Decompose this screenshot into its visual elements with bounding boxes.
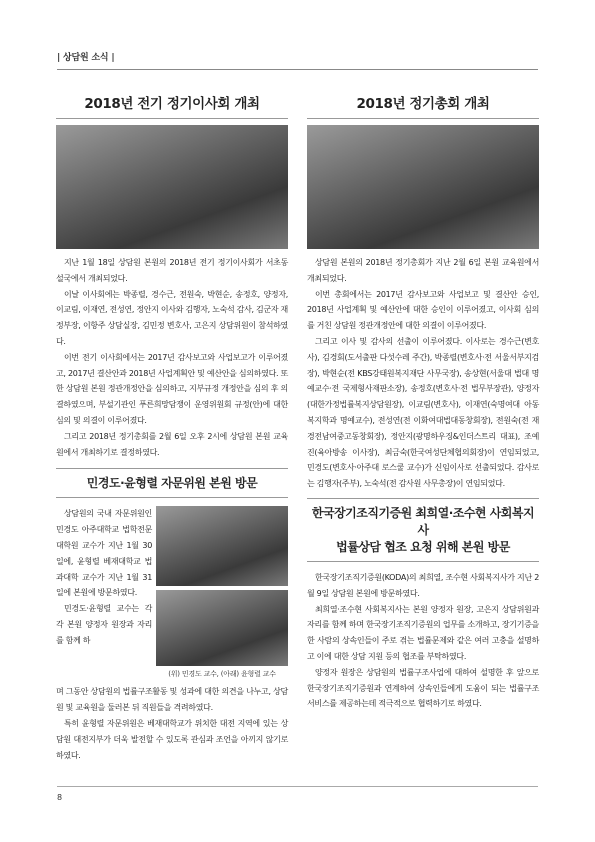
right-column <box>307 92 539 712</box>
article-title-wrap <box>56 92 288 119</box>
paragraph: 최희열·조수현 사회복지사는 본원 양정자 원장, 고은지 상담위원과 자리를 함께 하며 한국장기조직기증원의 업무를 소개하고, 장기기증을 한 사람의 상속인들이 주로 겪는 법률문제와 같은 여러 고충을 설명하고 이에 대한 상담 지원 등의 협조를 부탁하였다. <box>307 604 539 661</box>
paragraph: 상담원의 국내 자문위원인 민경도 아주대학교 법학전문대학원 교수가 지난 1월 30일에, 윤형렬 베재대학교 법과대학 교수가 지난 1월 31일에 본원에 방문하였다. <box>56 509 152 598</box>
koda-visit-title-line1: 한국장기조직기증원 최희열·조수현 사회복지사 <box>311 505 535 537</box>
paragraph: 특히 윤형렬 자문위원은 베재대학교가 위치한 대전 지역에 있는 상담원 대전지부가 더욱 발전할 수 있도록 관심과 조언을 아끼지 않기로 하였다. <box>56 718 288 760</box>
board-meeting-body <box>56 255 288 460</box>
advisor-visit-narrow-text <box>56 506 152 648</box>
paragraph: 그리고 2018년 정기총회를 2월 6일 오후 2시에 상담원 본원 교육원에서 개최하기로 결정하였다. <box>56 431 288 457</box>
general-meeting-body <box>307 255 539 492</box>
paragraph: 양정자 원장은 상담원의 법률구조사업에 대하여 설명한 후 앞으로 한국장기조직기증원과 연계하여 상속인들에게 도움이 되는 법률구조서비스를 제공하는데 적극적으로 협력하기로 하였다. <box>307 667 539 709</box>
photo-caption: (위) 민경도 교수, (아래) 윤형렬 교수 <box>168 670 276 679</box>
paragraph: 상담원 본원의 2018년 정기총회가 지난 2월 6일 본원 교육원에서 개최되었다. <box>307 258 539 283</box>
article-title-wrap <box>307 92 539 119</box>
paragraph: 이번 전기 이사회에서는 2017년 감사보고와 사업보고가 이루어졌고, 2017년 결산안과 2018년 사업계획안 및 예산안을 심의하였다. 또한 상담원 본원 정관개정안을 심의하고, 지부규정 개정안을 심의 후 의결하였으며, 부설기관인 푸른희망담쟁이 운영위원회 규정(안)에 대한 심의 및 의결이 이루어졌다. <box>56 352 288 425</box>
koda-visit-title-line2: 법률상담 협조 요청 위해 본원 방문 <box>336 539 510 554</box>
board-meeting-title: 2018년 전기 정기이사회 개최 <box>84 96 260 112</box>
paragraph: 이번 총회에서는 2017년 감사보고와 사업보고 및 결산안 승인, 2018년 사업계획 및 예산안에 대한 승인이 이루어졌고, 이사회 심의를 거친 상담원 정관개정안에 대한 의결이 이루어졌다. <box>307 289 539 331</box>
koda-visit-body <box>307 570 539 712</box>
general-meeting-photo <box>307 125 539 249</box>
paragraph: 이날 이사회에는 박종렬, 경수근, 전원숙, 박현순, 송정호, 양정자, 이교림, 이재연, 전성연, 정안지 이사와 김행자, 노숙석 감사, 김군자 재정부장, 이항주 상담실장, 김민정 변호사, 고은지 상담위원이 참석하였다. <box>56 289 288 346</box>
section-header: | 상담원 소식 | <box>57 53 115 63</box>
board-meeting-photo <box>56 125 288 249</box>
min-kyungdo-photo <box>156 506 288 586</box>
paragraph: 며 그동안 상담원의 법률구조활동 및 성과에 대한 의견을 나누고, 상담원 및 교육원을 둘러본 뒤 직원들을 격려하였다. <box>56 687 288 713</box>
yoon-hyungryeol-photo <box>156 590 288 666</box>
paragraph: 민경도·윤형렬 교수는 각각 본원 양정자 원장과 자리를 함께 하 <box>56 604 152 645</box>
advisor-visit-title-wrap <box>56 468 288 498</box>
paragraph: 지난 1월 18일 상담원 본원의 2018년 전기 정기이사회가 서초동 설국에서 개최되었다. <box>56 258 288 283</box>
footer-rule <box>57 786 538 787</box>
koda-visit-title-wrap <box>307 498 539 562</box>
advisor-visit-body <box>56 684 288 763</box>
header-rule <box>57 69 538 70</box>
left-column <box>56 92 288 763</box>
page-number: 8 <box>57 793 63 802</box>
advisor-visit-block <box>56 506 288 684</box>
advisor-visit-title: 민경도·윤형렬 자문위원 본원 방문 <box>86 476 258 491</box>
paragraph: 그리고 이사 및 감사의 선출이 이루어졌다. 이사로는 경수근(변호사), 김경회(도서출판 다섯수레 주간), 박종렬(변호사·전 서울서부지검장), 박현순(전 KBS강태원복지재단 사무국장), 송상현(서울대 법대 명예교수·전 국제형사재판소장), 송정호(변호사·전 법무부장관), 양정자(대한가정법률복지상담원장), 이교림(변호사), 이재연(숙명여대 아동복지학과 명예교수), 전성연(전 이화여대법대동창회장), 전원숙(전 재경전남여중고동창회장), 정안지(광명하우징&인더스트리 대표), 조예진(육아방송 이사장), 최금숙(한국여성단체협의회장)이 연임되었고, 민경도(변호사·아주대 로스쿨 교수)가 신임이사로 선출되었다. 감사로는 김행자(주부), 노숙석(전 감사원 사무총장)이 연임되었다. <box>307 336 539 489</box>
general-meeting-title: 2018년 정기총회 개최 <box>356 96 490 112</box>
paragraph: 한국장기조직기증원(KODA)의 최희열, 조수현 사회복지사가 지난 2월 9일 상담원 본원에 방문하였다. <box>307 572 539 598</box>
